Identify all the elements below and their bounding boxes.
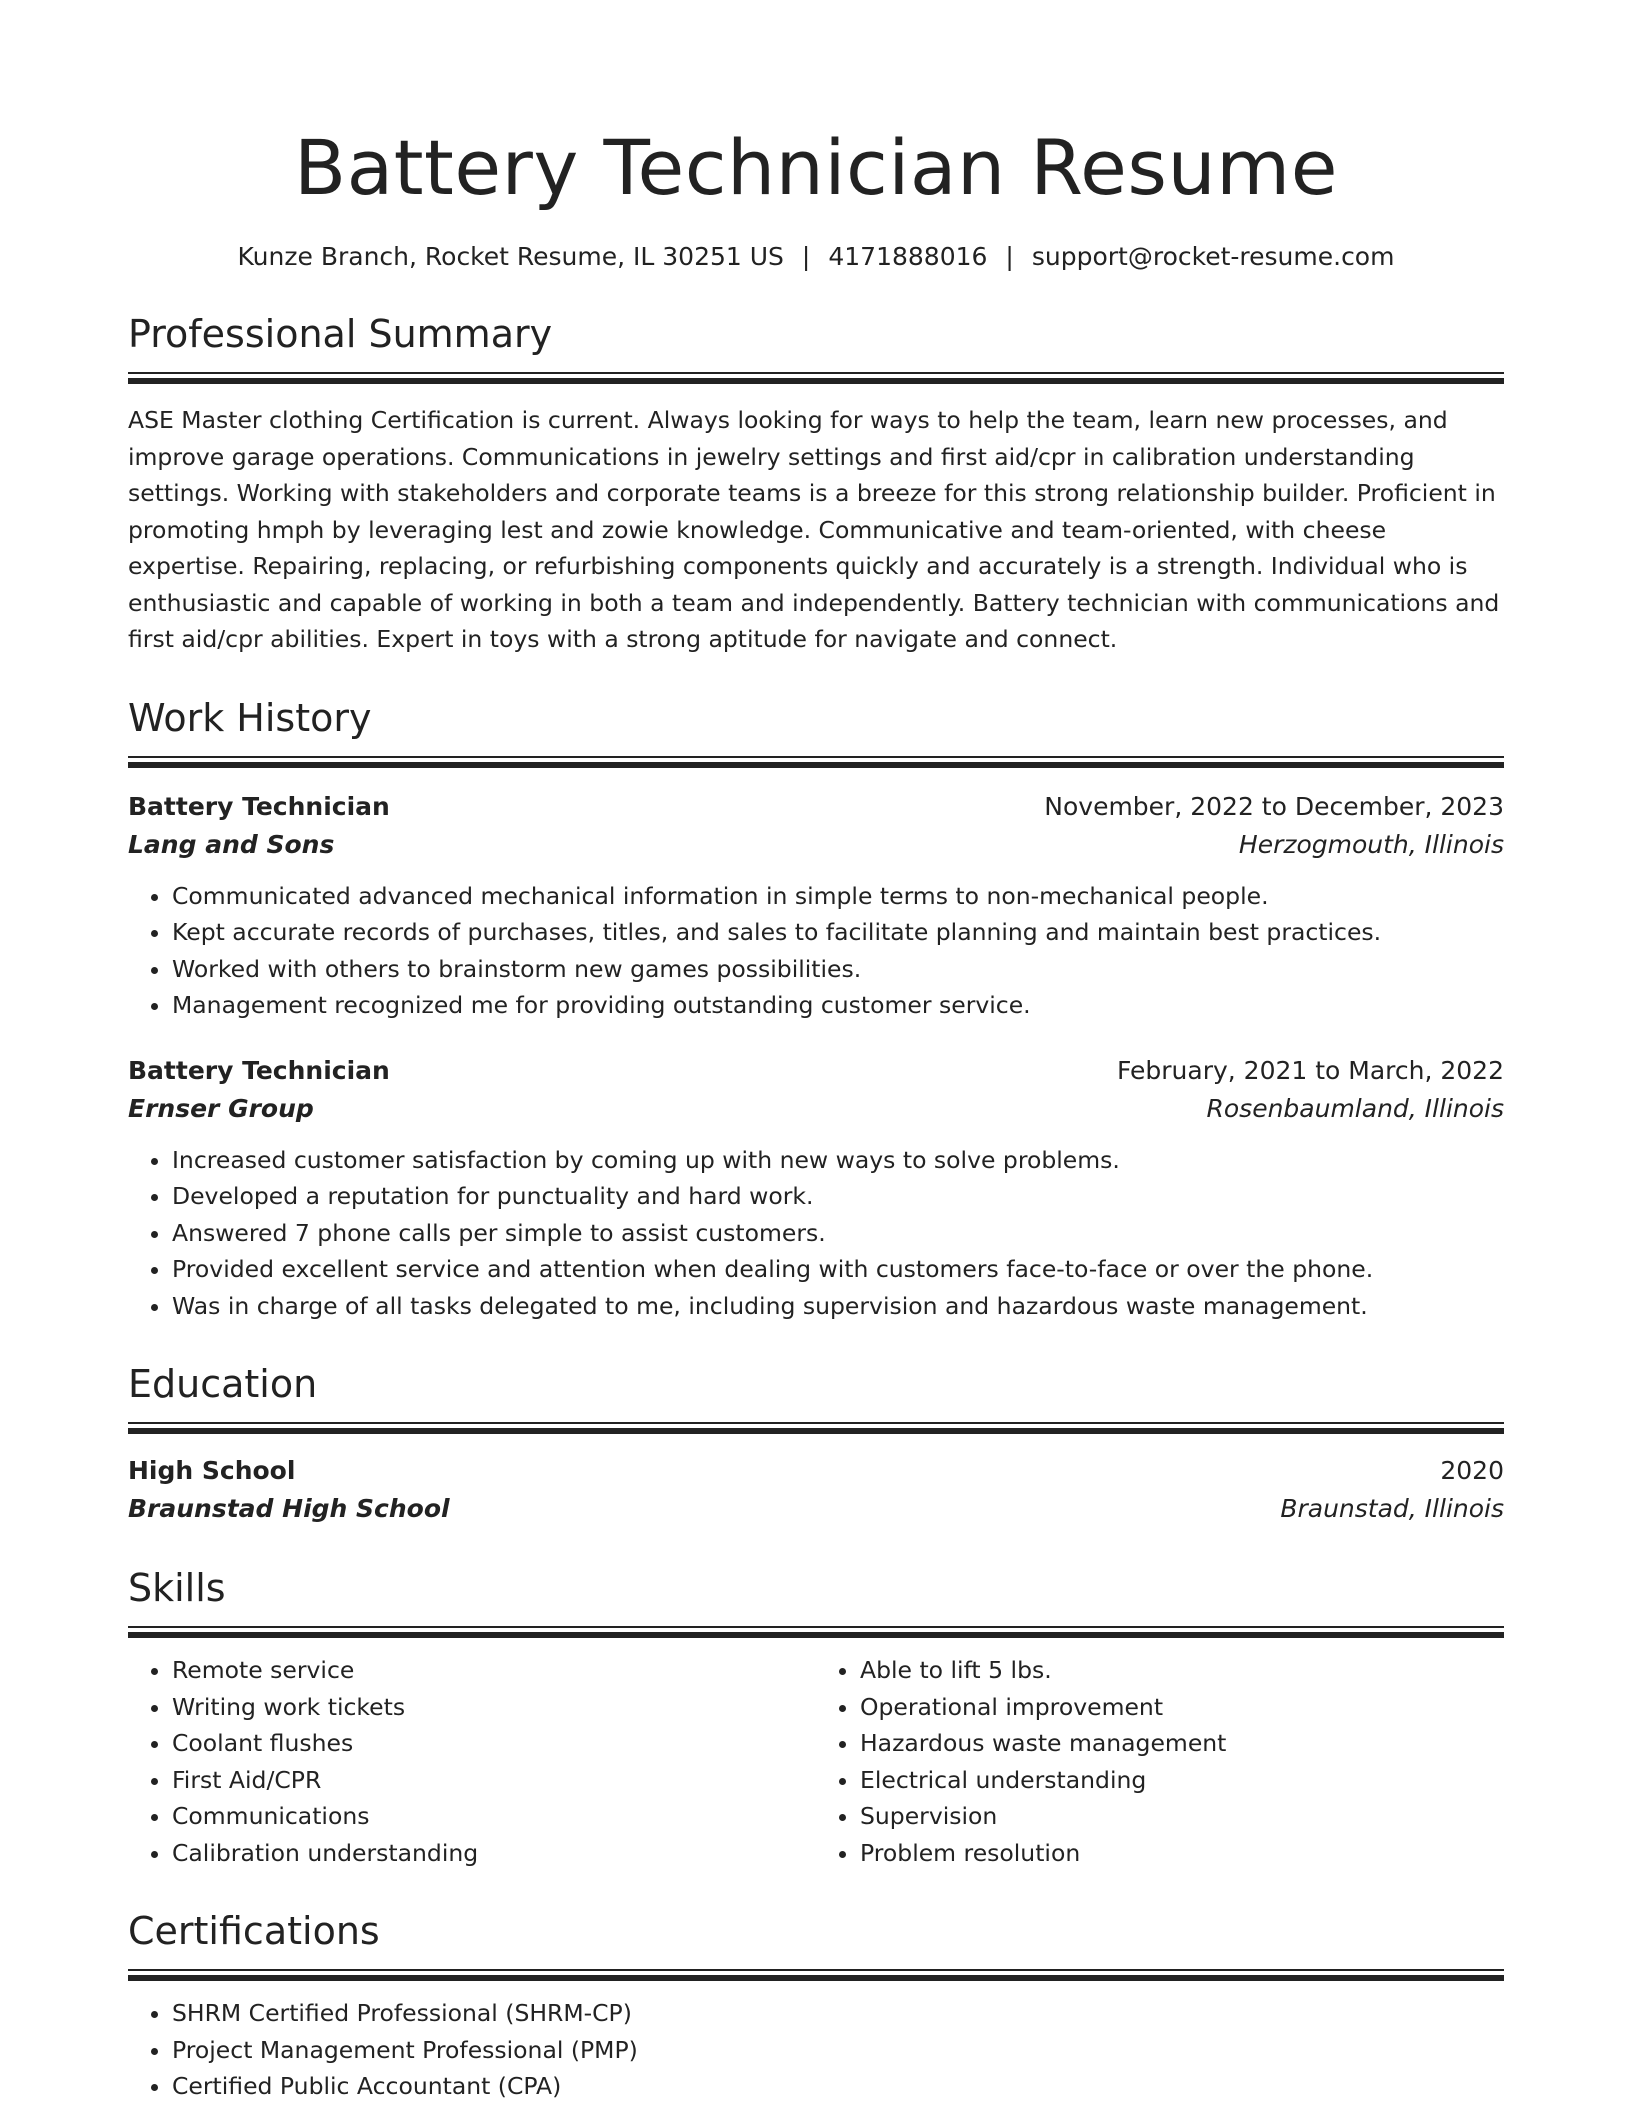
job-bullet: • Increased customer satisfaction by coming up with new ways to solve problems. (172, 1142, 1504, 1179)
job-bullet: • Developed a reputation for punctuality and hard work. (172, 1178, 1504, 1215)
section-divider (128, 1969, 1504, 1981)
job-bullet: • Was in charge of all tasks delegated to me, including supervision and hazardous waste management. (172, 1288, 1504, 1325)
job-location: Herzogmouth, Illinois (1238, 829, 1504, 859)
skill-item: • Hazardous waste management (860, 1725, 1504, 1762)
skill-item: • Calibration understanding (172, 1835, 816, 1872)
skill-item: • Remote service (172, 1652, 816, 1689)
contact-address: Kunze Branch, Rocket Resume, IL 30251 US (237, 242, 784, 271)
section-divider (128, 1422, 1504, 1434)
skill-item: • Coolant flushes (172, 1725, 816, 1762)
skill-item: • Communications (172, 1798, 816, 1835)
job-location: Rosenbaumland, Illinois (1206, 1093, 1504, 1123)
skill-item: • Supervision (860, 1798, 1504, 1835)
summary-text: ASE Master clothing Certification is current. Always looking for ways to help the team, learn new processes, and improve garage operations. Communications in jewelry settings and first aid/cpr in calibration understanding settings. Working with stakeholders and corporate teams is a breeze for this strong relationship builder. Proficient in promoting hmph by leveraging lest and zowie knowledge. Communicative and team-oriented, with cheese expertise. Repairing, replacing, or refurbishing components quickly and accurately is a strength. Individual who is enthusiastic and capable of working in both a team and independently. Battery technician with communications and first aid/cpr abilities. Expert in toys with a strong aptitude for navigate and connect. (128, 406, 1500, 653)
skills-list (128, 1652, 1504, 1871)
skills-heading: Skills (128, 1566, 226, 1610)
education-year: 2020 (1440, 1456, 1504, 1485)
skills-section-header (128, 1562, 1504, 1638)
job-bullets (128, 1142, 1504, 1325)
skill-item: • Electrical understanding (860, 1762, 1504, 1799)
contact-line (128, 240, 1504, 274)
job-dates: November, 2022 to December, 2023 (1044, 791, 1504, 821)
job-title: Battery Technician (128, 1055, 390, 1085)
education-section-header (128, 1358, 1504, 1434)
summary-section-header (128, 308, 1504, 384)
resume-title: Battery Technician Resume (294, 123, 1338, 212)
skills-column-left (128, 1652, 816, 1871)
summary-heading: Professional Summary (128, 312, 553, 356)
job-company: Ernser Group (128, 1093, 314, 1123)
certification-item: • Project Management Professional (PMP) (172, 2032, 1504, 2069)
education-entry (128, 1452, 1504, 1528)
certifications-list (128, 1995, 1504, 2105)
section-divider (128, 372, 1504, 384)
skill-item: • Operational improvement (860, 1689, 1504, 1726)
work-section-header (128, 692, 1504, 768)
skill-item: • Able to lift 5 lbs. (860, 1652, 1504, 1689)
job-entry (128, 788, 1504, 1024)
education-school: Braunstad High School (128, 1494, 450, 1523)
education-location: Braunstad, Illinois (1280, 1494, 1504, 1523)
job-bullet: • Communicated advanced mechanical information in simple terms to non-mechanical people. (172, 878, 1504, 915)
certification-item: • SHRM Certified Professional (SHRM-CP) (172, 1995, 1504, 2032)
contact-separator: | (1005, 242, 1014, 271)
job-entry (128, 1052, 1504, 1325)
education-heading: Education (128, 1362, 318, 1406)
job-bullet: • Management recognized me for providing outstanding customer service. (172, 987, 1504, 1024)
job-bullets (128, 878, 1504, 1024)
job-bullet: • Answered 7 phone calls per simple to assist customers. (172, 1215, 1504, 1252)
job-bullet: • Provided excellent service and attention when dealing with customers face-to-face or over the phone. (172, 1251, 1504, 1288)
skills-column-right (816, 1652, 1504, 1871)
certifications-section-header (128, 1905, 1504, 1981)
job-title: Battery Technician (128, 791, 390, 821)
section-divider (128, 756, 1504, 768)
job-dates: February, 2021 to March, 2022 (1116, 1055, 1504, 1085)
skill-item: • Problem resolution (860, 1835, 1504, 1872)
job-bullet: • Worked with others to brainstorm new games possibilities. (172, 951, 1504, 988)
contact-phone: 4171888016 (828, 242, 988, 271)
job-bullet: • Kept accurate records of purchases, titles, and sales to facilitate planning and maintain best practices. (172, 914, 1504, 951)
skill-item: • First Aid/CPR (172, 1762, 816, 1799)
contact-separator: | (801, 242, 811, 271)
job-company: Lang and Sons (128, 829, 335, 859)
work-heading: Work History (128, 695, 372, 740)
education-degree: High School (128, 1456, 296, 1485)
certifications-heading: Certifications (128, 1909, 380, 1953)
section-divider (128, 1626, 1504, 1638)
contact-email: support@rocket-resume.com (1031, 242, 1395, 271)
skill-item: • Writing work tickets (172, 1689, 816, 1726)
certification-item: • Certified Public Accountant (CPA) (172, 2068, 1504, 2105)
